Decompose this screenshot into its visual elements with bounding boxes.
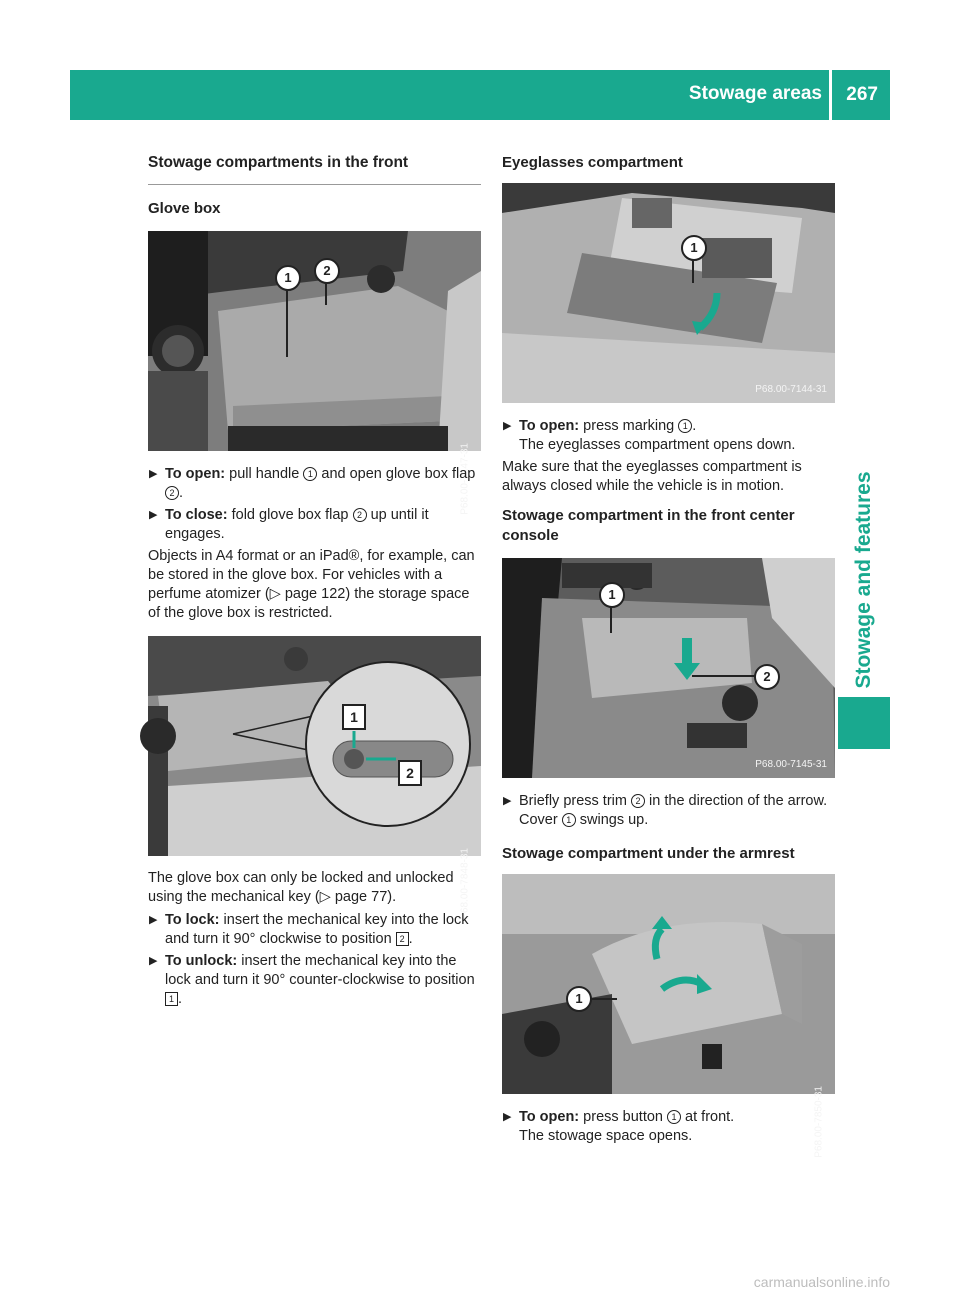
callout-1-icon: 1 bbox=[562, 813, 576, 827]
figure-code: P68.00-7145-31 bbox=[755, 759, 827, 770]
side-tab-label: Stowage and features bbox=[852, 471, 875, 689]
section-divider bbox=[148, 184, 481, 185]
lock-position-1: 1 bbox=[342, 704, 366, 730]
figure-code: P68.00-7144-31 bbox=[755, 384, 827, 395]
step-arrow-icon: ▶ bbox=[149, 914, 158, 926]
lock-position-2: 2 bbox=[398, 760, 422, 786]
console-illustration bbox=[502, 558, 835, 778]
position-1-icon: 1 bbox=[165, 992, 178, 1006]
figure-code: P68.00-7850-31 bbox=[814, 1086, 825, 1158]
console-figure bbox=[502, 558, 835, 778]
glovebox-close-step: ▶ To close: fold glove box flap 2 up until it engages. bbox=[149, 507, 429, 542]
header-bar bbox=[70, 70, 890, 120]
section-title: Stowage compartments in the front bbox=[148, 154, 409, 171]
step-arrow-icon: ▶ bbox=[503, 1111, 512, 1123]
footer-watermark: carmanualsonline.info bbox=[753, 1274, 890, 1290]
position-2-icon: 2 bbox=[396, 932, 409, 946]
glovebox-callout-1: 1 bbox=[275, 265, 301, 291]
armrest-illustration bbox=[502, 874, 835, 1094]
step-arrow-icon: ▶ bbox=[503, 795, 512, 807]
glovebox-heading: Glove box bbox=[148, 200, 221, 217]
step-arrow-icon: ▶ bbox=[503, 420, 512, 432]
step-arrow-icon: ▶ bbox=[149, 955, 158, 967]
glovebox-lock-step: ▶ To lock: insert the mechanical key into the lock and turn it 90° clockwise to position 2 . bbox=[149, 912, 469, 947]
callout-1-icon: 1 bbox=[678, 419, 692, 433]
glovebox-unlock-step: ▶ To unlock: insert the mechanical key into the lock and turn it 90° counter-clockwise to position 1 . bbox=[149, 953, 475, 1007]
glovebox-callout-2: 2 bbox=[314, 258, 340, 284]
figure-code: P68.00-7147-31 bbox=[460, 443, 471, 515]
glovebox-lock-paragraph: The glove box can only be locked and unlocked using the mechanical key (▷ page 77). bbox=[148, 870, 454, 905]
eyeglasses-open-step: ▶ To open: press marking 1 . The eyeglasses compartment opens down. bbox=[503, 418, 796, 453]
callout-1-icon: 1 bbox=[667, 1110, 681, 1124]
console-step: ▶ Briefly press trim 2 in the direction of the arrow. Cover 1 swings up. bbox=[503, 793, 828, 828]
glovebox-objects-paragraph: Objects in A4 format or an iPad®, for example, can be stored in the glove box. For vehicles with a perfume atomizer (▷ page 122) the storage space of the glove box is restricted. bbox=[148, 548, 475, 621]
eyeglasses-illustration bbox=[502, 183, 835, 403]
callout-2-icon: 2 bbox=[353, 508, 367, 522]
armrest-callout-1: 1 bbox=[566, 986, 592, 1012]
eyeglasses-heading: Eyeglasses compartment bbox=[502, 154, 683, 171]
armrest-heading: Stowage compartment under the armrest bbox=[502, 845, 795, 862]
callout-1-icon: 1 bbox=[303, 467, 317, 481]
right-column bbox=[502, 153, 835, 1158]
step-arrow-icon: ▶ bbox=[149, 468, 158, 480]
side-tab-marker bbox=[838, 697, 890, 749]
eyeglasses-figure bbox=[502, 183, 835, 403]
eyeglasses-callout-1: 1 bbox=[681, 235, 707, 261]
console-callout-1: 1 bbox=[599, 582, 625, 608]
header-title: Stowage areas bbox=[688, 83, 822, 104]
side-tab bbox=[838, 430, 890, 730]
console-callout-2: 2 bbox=[754, 664, 780, 690]
eyeglasses-paragraph: Make sure that the eyeglasses compartment is always closed while the vehicle is in motion. bbox=[502, 459, 802, 494]
callout-2-icon: 2 bbox=[631, 794, 645, 808]
page-number: 267 bbox=[846, 84, 878, 105]
glovebox-lock-illustration bbox=[148, 636, 481, 856]
glovebox-open-step: ▶ To open: pull handle 1 and open glove box flap 2 . bbox=[149, 466, 476, 501]
step-arrow-icon: ▶ bbox=[149, 509, 158, 521]
figure-code: P68.00-7848-31 bbox=[460, 848, 471, 920]
header-separator bbox=[829, 70, 832, 120]
left-column bbox=[148, 153, 481, 1012]
console-heading: Stowage compartment in the front center console bbox=[502, 507, 795, 544]
callout-2-icon: 2 bbox=[165, 486, 179, 500]
armrest-open-step: ▶ To open: press button 1 at front. The stowage space opens. bbox=[503, 1109, 735, 1144]
